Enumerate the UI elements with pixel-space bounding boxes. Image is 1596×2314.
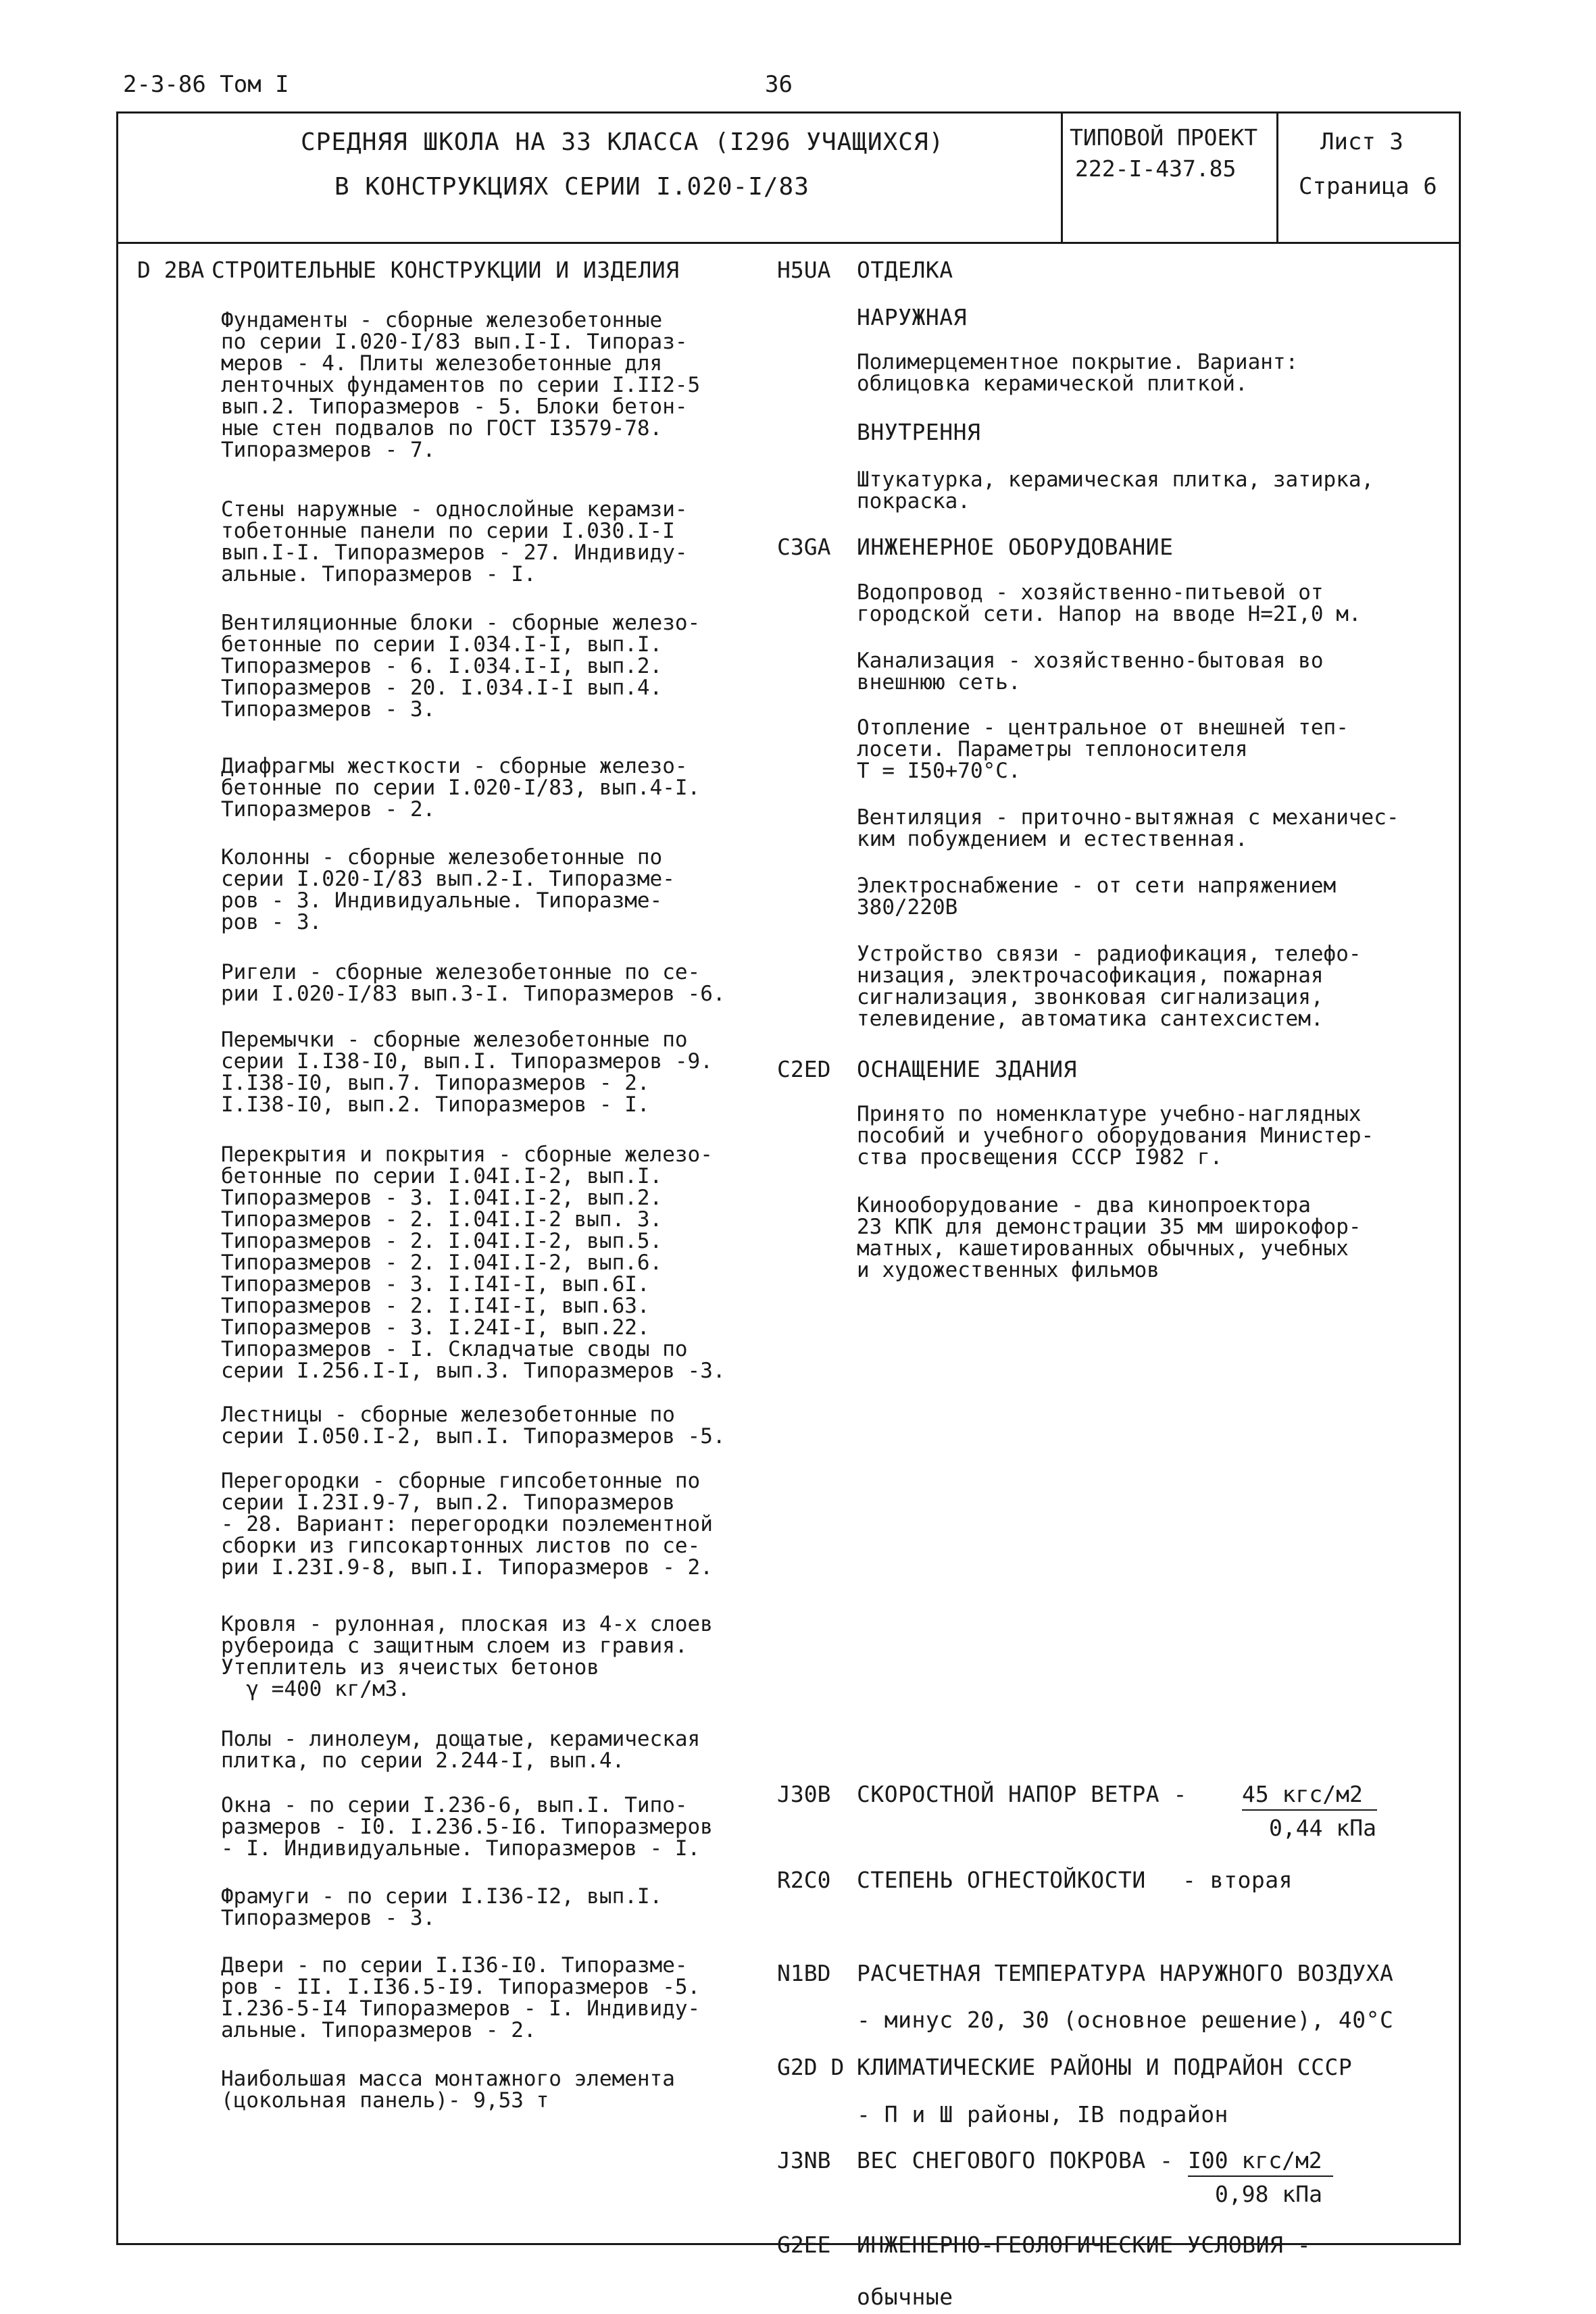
paragraph-diaphragms: Диафрагмы жесткости - сборные железо- бетонные по серии I.020-I/83, вып.4-I. Типоразмеров - 2. bbox=[221, 754, 701, 822]
temperature-label: РАСЧЕТНАЯ ТЕМПЕРАТУРА НАРУЖНОГО ВОЗДУХА bbox=[857, 1960, 1394, 1986]
title-line-1: СРЕДНЯЯ ШКОЛА НА 33 КЛАССА (I296 УЧАЩИХСЯ) bbox=[301, 128, 945, 156]
paragraph-foundations: Фундаменты - сборные железобетонные по серии I.020-I/83 вып.I-I. Типораз- меров - 4. Плиты железобетонные для ленточных фундаментов по серии I.II2-5 вып.2. Типоразмеров - 5. Блоки бетон- ные стен подвалов по ГОСТ I3579-78. Типоразмеров - 7. bbox=[221, 308, 701, 462]
fire-label: СТЕПЕНЬ ОГНЕСТОЙКОСТИ bbox=[857, 1867, 1146, 1893]
snow-fraction-line bbox=[1188, 2175, 1333, 2177]
document-frame bbox=[116, 111, 1461, 2310]
geology-value: обычные bbox=[857, 2284, 953, 2310]
paragraph-ventilation: Вентиляция - приточно-вытяжная с механичес- ким побуждением и естественная. bbox=[857, 805, 1399, 851]
wind-value-si: 0,44 кПа bbox=[1269, 1815, 1376, 1841]
paragraph-transoms: Фрамуги - по серии I.I36-I2, вып.I. Типоразмеров - 3. bbox=[221, 1884, 663, 1930]
fire-value: - вторая bbox=[1182, 1867, 1293, 1893]
project-label: ТИПОВОЙ ПРОЕКТ bbox=[1070, 124, 1258, 151]
paragraph-floors-roofs: Перекрытия и покрытия - сборные железо- бетонные по серии I.04I.I-2, вып.I. Типоразмеров - 3. I.04I.I-2, вып.2. Типоразмеров - 2. I.04I.I-2 вып. 3. Типоразмеров - 2. I.04I.I-2, вып.5. Типоразмеров - 2. I.04I.I-2, вып.6. Типоразмеров - 3. I.I4I-I, вып.6I. Типоразмеров - 2. I.I4I-I, вып.63. Типоразмеров - 3. I.24I-I, вып.22. Типоразмеров - I. Складчатые своды по серии I.256.I-I, вып.3. Типоразмеров -3. bbox=[221, 1142, 726, 1383]
paragraph-windows: Окна - по серии I.236-6, вып.I. Типо- размеров - I0. I.236.5-I6. Типоразмеров - I. Индивидуальные. Типоразмеров - I. bbox=[221, 1793, 713, 1861]
finish-heading: ОТДЕЛКА bbox=[857, 257, 953, 283]
finish-exterior-heading: НАРУЖНАЯ bbox=[857, 304, 967, 330]
page-number: 36 bbox=[765, 71, 793, 98]
snow-value: I00 кгс/м2 bbox=[1188, 2147, 1322, 2173]
document-body bbox=[118, 242, 1459, 2310]
wind-fraction-line bbox=[1242, 1809, 1377, 1811]
fire-code: R2C0 bbox=[777, 1867, 831, 1893]
paragraph-walls: Стены наружные - однослойные керамзи- тобетонные панели по серии I.030.I-I вып.I-I. Типоразмеров - 27. Индивиду- альные. Типоразмеров - I. bbox=[221, 497, 688, 586]
finish-code: H5UA bbox=[777, 257, 831, 283]
geology-code: G2EE bbox=[777, 2232, 831, 2258]
doc-reference: 2-3-86 Том I bbox=[123, 71, 289, 98]
section-heading: СТРОИТЕЛЬНЫЕ КОНСТРУКЦИИ И ИЗДЕЛИЯ bbox=[211, 257, 680, 283]
paragraph-communications: Устройство связи - радиофикация, телефо- низация, электрочасофикация, пожарная сигнализация, звонковая сигнализация, телевидение, автоматика сантехсистем. bbox=[857, 942, 1362, 1031]
paragraph-partitions: Перегородки - сборные гипсобетонные по серии I.23I.9-7, вып.2. Типоразмеров - 28. Вариант: перегородки поэлементной сборки из гипсокартонных листов по се- рии I.23I.9-8, вып.I. Типоразмеров - 2. bbox=[221, 1469, 713, 1580]
snow-code: J3NB bbox=[777, 2147, 831, 2173]
geology-label: ИНЖЕНЕРНО-ГЕОЛОГИЧЕСКИЕ УСЛОВИЯ - bbox=[857, 2232, 1312, 2258]
title-cell bbox=[118, 114, 1061, 242]
climate-label: КЛИМАТИЧЕСКИЕ РАЙОНЫ И ПОДРАЙОН СССР bbox=[857, 2054, 1353, 2080]
engineering-code: C3GA bbox=[777, 534, 831, 560]
project-cell bbox=[1061, 114, 1278, 242]
snow-value-si: 0,98 кПа bbox=[1215, 2181, 1322, 2207]
paragraph-cinema-equipment: Кинооборудование - два кинопроектора 23 КПК для демонстрации 35 мм широкофор- матных, кашетированных обычных, учебных и художественных фильмов bbox=[857, 1193, 1362, 1282]
paragraph-floor-finish: Полы - линолеум, дощатые, керамическая плитка, по серии 2.244-I, вып.4. bbox=[221, 1727, 701, 1773]
title-block bbox=[118, 114, 1459, 244]
paragraph-stairs: Лестницы - сборные железобетонные по серии I.050.I-2, вып.I. Типоразмеров -5. bbox=[221, 1403, 726, 1449]
paragraph-heating: Отопление - центральное от внешней теп- лосети. Параметры теплоносителя Т = I50+70°С. bbox=[857, 715, 1349, 783]
paragraph-columns: Колонны - сборные железобетонные по серии I.020-I/83 вып.2-I. Типоразме- ров - 3. Индивидуальные. Типоразме- ров - 3. bbox=[221, 845, 675, 934]
paragraph-lintels: Перемычки - сборные железобетонные по серии I.I38-I0, вып.I. Типоразмеров -9. I.I38-I0, вып.7. Типоразмеров - 2. I.I38-I0, вып.2. Типоразмеров - I. bbox=[221, 1028, 713, 1117]
sheet-number: Лист 3 bbox=[1320, 128, 1403, 155]
paragraph-teaching-equipment: Принято по номенклатуре учебно-наглядных пособий и учебного оборудования Министер- ства просвещения СССР I982 г. bbox=[857, 1102, 1374, 1169]
temperature-code: N1BD bbox=[777, 1960, 831, 1986]
paragraph-max-mass: Наибольшая масса монтажного элемента (цокольная панель)- 9,53 т bbox=[221, 2067, 675, 2113]
paragraph-girders: Ригели - сборные железобетонные по се- рии I.020-I/83 вып.3-I. Типоразмеров -6. bbox=[221, 960, 726, 1006]
temperature-value: - минус 20, 30 (основное решение), 40°С bbox=[857, 2007, 1394, 2033]
wind-label: СКОРОСТНОЙ НАПОР ВЕТРА - bbox=[857, 1781, 1187, 1807]
paragraph-ventilation-blocks: Вентиляционные блоки - сборные железо- бетонные по серии I.034.I-I, вып.I. Типоразмеров - 6. I.034.I-I, вып.2. Типоразмеров - 20. I.034.I-I вып.4. Типоразмеров - 3. bbox=[221, 611, 701, 722]
section-code: D 2BA bbox=[137, 257, 205, 283]
equipment-code: C2ED bbox=[777, 1056, 831, 1082]
paragraph-electricity: Электроснабжение - от сети напряжением 380/220В bbox=[857, 874, 1337, 920]
finish-interior-text: Штукатурка, керамическая плитка, затирка, покраска. bbox=[857, 468, 1374, 513]
wind-code: J30B bbox=[777, 1781, 831, 1807]
sheet-cell bbox=[1278, 114, 1461, 242]
climate-code: G2D D bbox=[777, 2054, 845, 2080]
title-line-2: В КОНСТРУКЦИЯХ СЕРИИ I.020-I/83 bbox=[334, 173, 809, 201]
paragraph-roofing: Кровля - рулонная, плоская из 4-х слоев рубероида с защитным слоем из гравия. Утеплитель из ячеистых бетонов γ =400 кг/м3. bbox=[221, 1612, 713, 1701]
paragraph-sewage: Канализация - хозяйственно-бытовая во внешнюю сеть. bbox=[857, 649, 1324, 695]
page-in-sheet: Страница 6 bbox=[1299, 173, 1437, 200]
equipment-heading: ОСНАЩЕНИЕ ЗДАНИЯ bbox=[857, 1056, 1077, 1082]
finish-interior-heading: ВНУТРЕННЯ bbox=[857, 419, 981, 445]
wind-value: 45 кгс/м2 bbox=[1242, 1781, 1363, 1807]
climate-value: - П и Ш районы, IВ подрайон bbox=[857, 2101, 1228, 2128]
paragraph-doors: Двери - по серии I.I36-I0. Типоразме- ров - II. I.I36.5-I9. Типоразмеров -5. I.236-5-I4 Типоразмеров - I. Индивиду- альные. Типоразмеров - 2. bbox=[221, 1953, 701, 2042]
engineering-heading: ИНЖЕНЕРНОЕ ОБОРУДОВАНИЕ bbox=[857, 534, 1174, 560]
project-number: 222-I-437.85 bbox=[1075, 155, 1237, 182]
finish-exterior-text: Полимерцементное покрытие. Вариант: облицовка керамической плиткой. bbox=[857, 350, 1299, 396]
snow-label: ВЕС СНЕГОВОГО ПОКРОВА - bbox=[857, 2147, 1174, 2173]
page-header bbox=[116, 71, 1461, 111]
paragraph-water: Водопровод - хозяйственно-питьевой от городской сети. Напор на вводе Н=2I,0 м. bbox=[857, 580, 1362, 626]
